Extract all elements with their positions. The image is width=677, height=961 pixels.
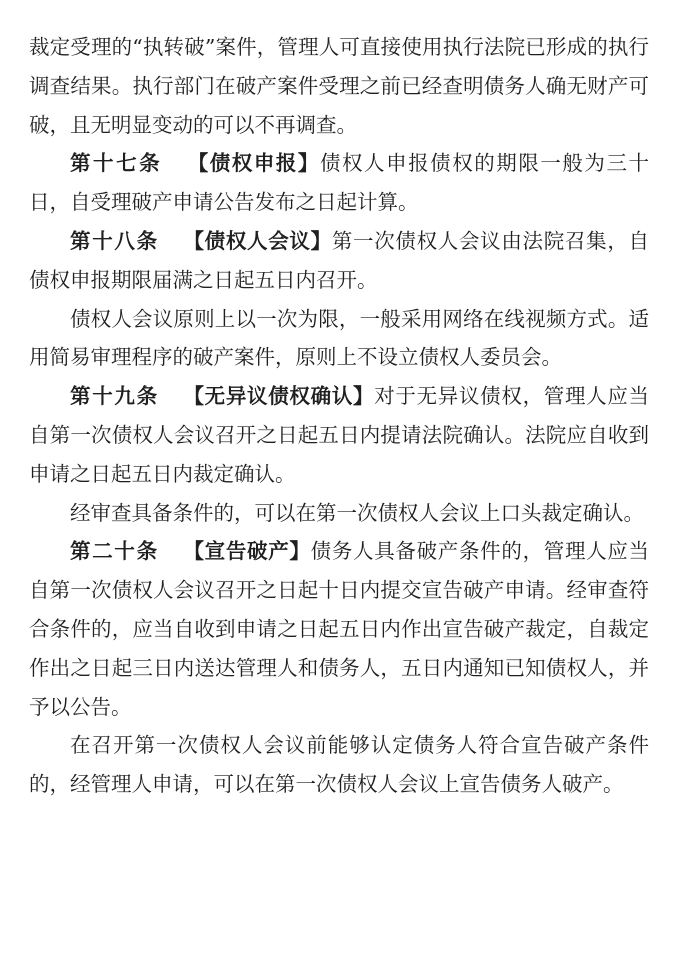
article-text: 对于无异议债权，管理人应当自第一次债权人会议召开之日起五日内提请法院确认。法院应自收到申请之日起五日内裁定确认。 [29,384,650,486]
paragraph-text: 在召开第一次债权人会议前能够认定债务人符合宣告破产条件的，经管理人申请，可以在第一次债权人会议上宣告债务人破产。 [29,733,649,797]
article-number: 第二十条 [70,539,159,564]
article-20-declare-bankruptcy [29,532,649,726]
paragraph-execution-to-bankruptcy [29,28,649,144]
article-17-claim-declaration [29,144,649,222]
paragraph-meeting-format [29,300,649,378]
article-text: 债权人申报债权的期限一般为三十日，自受理破产申请公告发布之日起计算。 [29,151,650,215]
article-18-creditors-meeting [29,222,649,300]
paragraph-early-declaration [29,726,649,804]
article-number: 第十八条 [70,228,159,253]
paragraph-oral-ruling [29,494,649,533]
article-number: 第十七条 [70,151,163,176]
article-19-undisputed-claims [29,377,649,493]
article-title: 【债权申报】 [186,151,320,176]
article-number: 第十九条 [70,384,159,409]
article-text: 第一次债权人会议由法院召集，自债权申报期限届满之日起五日内召开。 [29,228,650,292]
article-title: 【无异议债权确认】 [182,384,375,409]
article-title: 【宣告破产】 [182,539,311,564]
document-page [29,28,649,804]
paragraph-text: 经审查具备条件的，可以在第一次债权人会议上口头裁定确认。 [70,500,644,525]
article-text: 债务人具备破产条件的，管理人应当自第一次债权人会议召开之日起十日内提交宣告破产申请。经审查符合条件的，应当自收到申请之日起五日内作出宣告破产裁定，自裁定作出之日起三日内送达管理人和债务人，五日内通知已知债权人，并予以公告。 [29,539,650,719]
paragraph-text: 债权人会议原则上以一次为限，一般采用网络在线视频方式。适用简易审理程序的破产案件，原则上不设立债权人委员会。 [29,306,649,370]
article-title: 【债权人会议】 [182,228,332,253]
paragraph-text: 裁定受理的“执转破”案件，管理人可直接使用执行法院已形成的执行调查结果。执行部门在破产案件受理之前已经查明债务人确无财产可破，且无明显变动的可以不再调查。 [29,35,649,137]
